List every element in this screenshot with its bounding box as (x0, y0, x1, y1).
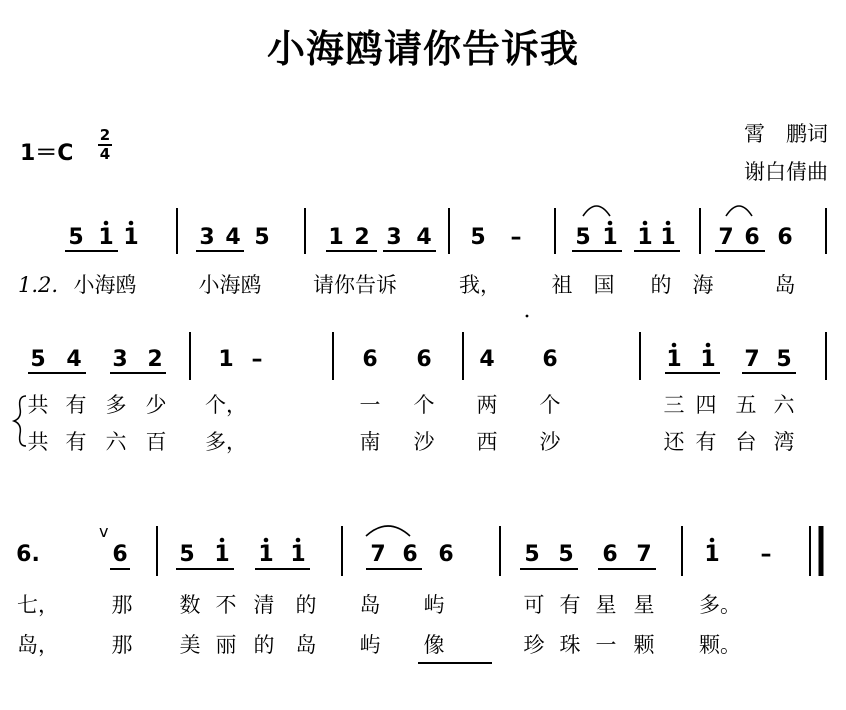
lyric-syllable: 多。 (699, 593, 741, 617)
lyric-syllable: 六 (105, 430, 127, 454)
note: 1 (704, 542, 720, 567)
note: 2 (354, 225, 370, 250)
note: 6 (438, 542, 454, 567)
lyric-syllable: 的 海 (650, 273, 714, 297)
lyric-syllable: 多， (205, 430, 247, 454)
lyric-syllable: 沙 (413, 430, 435, 454)
lyric-syllable: 的 (253, 633, 275, 657)
lyric-syllable: 三 (663, 393, 685, 417)
note: 4 (66, 347, 82, 372)
lyric-syllable: 请你告诉 (313, 273, 397, 297)
note: 1 (214, 542, 230, 567)
lyric-syllable: 岛 (774, 273, 796, 297)
lyric-syllable: 四 (695, 393, 717, 417)
time-signature-top: 2 (99, 126, 111, 144)
lyric-syllable: 七， (17, 593, 59, 617)
note: 1 (290, 542, 306, 567)
note: – (760, 542, 772, 567)
note: 5 (254, 225, 270, 250)
time-signature-bottom: 4 (99, 145, 111, 163)
note: 1 (258, 542, 274, 567)
note: 5 (68, 225, 84, 250)
tie-arc (366, 526, 410, 536)
octave-dot (296, 538, 301, 543)
lyric-syllable: 星 (595, 593, 617, 617)
lyric-syllable: 共 (27, 393, 49, 417)
lyric-syllable: 六 (773, 393, 795, 417)
lyric-syllable: 屿 (359, 633, 381, 657)
lyric-syllable: 岛 (359, 593, 381, 617)
lyric-syllable: 有 (695, 430, 717, 454)
note: 6 (542, 347, 558, 372)
lyric-syllable: 湾 (773, 430, 795, 454)
lyric-syllable: 个 (413, 393, 435, 417)
lyric-syllable: 还 (663, 430, 685, 454)
lyric-syllable: 岛 (295, 633, 317, 657)
octave-dot (666, 221, 671, 226)
note: 1 (700, 347, 716, 372)
composer-credit: 谢白倩曲 (744, 160, 828, 184)
note: 3 (112, 347, 128, 372)
octave-dot (643, 221, 648, 226)
lyric-syllable: 岛， (17, 633, 59, 657)
octave-dot (672, 343, 677, 348)
stray-mark (526, 315, 529, 318)
lyric-syllable: 两 (476, 393, 498, 417)
note: 7 (718, 225, 734, 250)
note: 5 (558, 542, 574, 567)
note: 6 (744, 225, 760, 250)
lyric-syllable: 有 (65, 393, 87, 417)
octave-dot (104, 221, 109, 226)
lyric-syllable: 小海鸥 (198, 273, 262, 297)
lyric-syllable: 不 (215, 593, 237, 617)
lyric-syllable: 美 (179, 633, 201, 657)
note: 5 (524, 542, 540, 567)
note: – (510, 225, 522, 250)
lyric-syllable: 西 (476, 430, 498, 454)
note: 4 (479, 347, 495, 372)
note: 6 (362, 347, 378, 372)
octave-dot (710, 538, 715, 543)
verse-brace (14, 396, 26, 446)
lyric-syllable: 那 (111, 633, 133, 657)
lyric-syllable: 小海鸥 (73, 273, 137, 297)
lyric-syllable: 清 (253, 593, 275, 617)
lyric-syllable: 丽 (215, 633, 237, 657)
lyric-syllable: 多 (105, 393, 127, 417)
note: 6 (416, 347, 432, 372)
note: 1 (218, 347, 234, 372)
note: 7 (636, 542, 652, 567)
note: 1 (123, 225, 139, 250)
lyric-syllable: 一 (595, 633, 617, 657)
lyric-syllable: 我， (459, 273, 501, 297)
lyric-syllable: 有 (65, 430, 87, 454)
note: 2 (147, 347, 163, 372)
octave-dot (706, 343, 711, 348)
note: 1 (98, 225, 114, 250)
lyric-syllable: 一 (359, 393, 381, 417)
note: 7 (370, 542, 386, 567)
note: 3 (199, 225, 215, 250)
lyric-syllable: 颗。 (699, 633, 741, 657)
note: 1 (602, 225, 618, 250)
octave-dot (129, 221, 134, 226)
lyric-syllable: 五 (735, 393, 757, 417)
lyric-syllable: 珍 (523, 633, 545, 657)
lyric-syllable: 百 (145, 430, 167, 454)
lyric-syllable: 少 (145, 393, 167, 417)
octave-dot (264, 538, 269, 543)
note: 6. (16, 542, 40, 567)
note: 1 (637, 225, 653, 250)
lyric-syllable: 可 (523, 593, 545, 617)
note: 5 (470, 225, 486, 250)
note: 1 (660, 225, 676, 250)
lyric-syllable: 的 (295, 593, 317, 617)
tie-arc (583, 206, 610, 216)
note: – (251, 347, 263, 372)
lyric-syllable: 珠 (559, 633, 581, 657)
song-title: 小海鸥请你告诉我 (266, 26, 579, 71)
lyric-syllable: 祖 国 (551, 273, 615, 297)
lyric-syllable: 那 (111, 593, 133, 617)
note: 7 (744, 347, 760, 372)
lyric-syllable: 屿 (423, 593, 445, 617)
note: 5 (575, 225, 591, 250)
lyric-syllable: 个， (205, 393, 247, 417)
note: 6 (402, 542, 418, 567)
lyric-syllable: 数 (179, 593, 201, 617)
note: 1 (328, 225, 344, 250)
lyric-syllable: 有 (559, 593, 581, 617)
note: 6 (112, 542, 128, 567)
note: 3 (386, 225, 402, 250)
octave-dot (608, 221, 613, 226)
lyric-syllable: 个 (539, 393, 561, 417)
lyric-syllable: 星 (633, 593, 655, 617)
note: 5 (776, 347, 792, 372)
key-signature: 1＝C (20, 141, 74, 166)
note: 1 (666, 347, 682, 372)
note: 4 (225, 225, 241, 250)
lyric-syllable: 沙 (539, 430, 561, 454)
tie-arc (726, 206, 752, 216)
lyric-syllable: 颗 (633, 633, 655, 657)
note: 5 (179, 542, 195, 567)
verse-label: 1.2. (18, 273, 59, 297)
lyric-syllable: 像 (423, 633, 445, 657)
note: 4 (416, 225, 432, 250)
lyric-syllable: 南 (359, 430, 381, 454)
lyricist-credit: 霄 鹏词 (744, 122, 828, 146)
note: 6 (777, 225, 793, 250)
note: 6 (602, 542, 618, 567)
octave-dot (220, 538, 225, 543)
breath-mark: v (99, 522, 109, 541)
lyric-syllable: 共 (27, 430, 49, 454)
note: 5 (30, 347, 46, 372)
lyric-syllable: 台 (735, 430, 757, 454)
